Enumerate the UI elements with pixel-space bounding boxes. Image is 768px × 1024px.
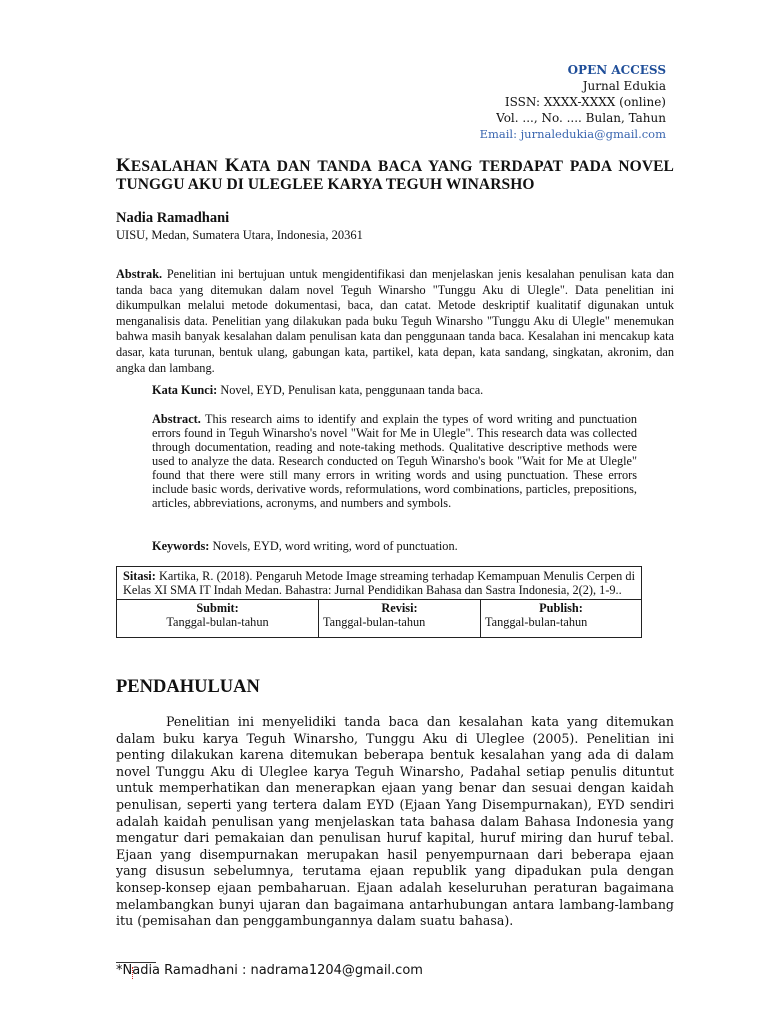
title-part-1: ESALAHAN	[130, 158, 225, 175]
abstract-text: This research aims to identify and explain the types of word writing and punctuation errors found in Teguh Winarsho's novel "Wait for Me in Ulegle". This research data was collected through documentation, reading and note-taking methods. Qualitative descriptive methods were used to analyze the data. Research conducted on Teguh Winarsho's book "Wait for Me at Ulegle" found that there were still many errors in writing words and using punctuation. These errors include basic words, derivative words, reformulations, word combinations, particles, prepositions, articles, abbreviations, acronyms, and numbers and symbols.	[152, 412, 637, 510]
citation-cell	[117, 567, 641, 600]
keywords-label: Keywords:	[152, 539, 210, 553]
journal-header	[480, 62, 666, 142]
kata-kunci-text: Novel, EYD, Penulisan kata, penggunaan tanda baca.	[217, 383, 484, 397]
intro-paragraph	[116, 714, 674, 930]
author-name: Nadia Ramadhani	[116, 210, 230, 226]
keywords	[152, 539, 458, 554]
kata-kunci	[152, 383, 483, 398]
revisi-cell	[319, 600, 481, 637]
keywords-text: Novels, EYD, word writing, word of punctuation.	[209, 539, 458, 553]
issn: ISSN: XXXX-XXXX (online)	[504, 95, 666, 109]
section-heading: PENDAHULUAN	[116, 677, 260, 697]
open-access-label: OPEN ACCESS	[567, 63, 666, 77]
submit-value: Tanggal-bulan-tahun	[166, 615, 269, 629]
journal-email: Email: jurnaledukia@gmail.com	[479, 127, 666, 141]
volume-info: Vol. ..., No. .... Bulan, Tahun	[496, 111, 666, 125]
title-initial-1: K	[116, 155, 131, 176]
publish-label: Publish:	[539, 601, 583, 615]
publish-value: Tanggal-bulan-tahun	[485, 615, 588, 629]
submit-label: Submit:	[196, 601, 239, 615]
abstract-label: Abstract.	[152, 412, 201, 426]
cursor-mark	[132, 967, 134, 979]
citation-label: Sitasi:	[123, 569, 156, 583]
revisi-value: Tanggal-bulan-tahun	[323, 615, 426, 629]
journal-name: Jurnal Edukia	[582, 79, 666, 93]
footnote: *Nadia Ramadhani : nadrama1204@gmail.com	[116, 963, 423, 978]
submit-cell	[117, 600, 319, 637]
abstrak-paragraph	[116, 267, 674, 376]
author-affiliation: UISU, Medan, Sumatera Utara, Indonesia, 20361	[116, 228, 363, 242]
citation-table	[116, 566, 642, 638]
abstract-english	[152, 412, 637, 510]
citation-text: Kartika, R. (2018). Pengaruh Metode Image streaming terhadap Kemampuan Menulis Cerpen di Kelas XI SMA IT Indah Medan. Bahastra: Jurnal Pendidikan Bahasa dan Sastra Indonesia, 2(2), 1-9..	[123, 569, 635, 597]
title-initial-2: K	[224, 155, 240, 176]
dates-row	[117, 600, 641, 637]
title-part-2: ATA DAN TANDA BACA YANG TERDAPAT PADA NOVEL TUNGGU AKU DI ULEGLEE KARYA TEGUH WINARSHO	[116, 158, 674, 193]
abstrak-label: Abstrak.	[116, 267, 163, 281]
revisi-label: Revisi:	[381, 601, 418, 615]
abstrak-text: Penelitian ini bertujuan untuk mengidentifikasi dan menjelaskan jenis kesalahan penulisan kata dan tanda baca yang ditemukan dalam novel Teguh Winarsho "Tunggu Aku di Ulegle". Data penelitian ini dikumpulkan melalui metode dokumentasi, baca, dan catat. Metode deskriptif kualitatif digunakan untuk menganalisis data. Penelitian yang dilakukan pada buku Teguh Winarsho "Tunggu Aku di Ulegle" menemukan bahwa masih banyak kesalahan dalam penulisan kata dan penggunaan tanda baca. Kesalahan ini mencakup kata dasar, kata turunan, bentuk ulang, gabungan kata, partikel, kata depan, kata sandang, singkatan, akronim, dan angka dan lambang.	[116, 267, 674, 375]
kata-kunci-label: Kata Kunci:	[152, 383, 218, 397]
publish-cell	[481, 600, 641, 637]
article-title	[116, 157, 674, 194]
intro-text: Penelitian ini menyelidiki tanda baca dan kesalahan kata yang ditemukan dalam buku karya Teguh Winarsho, Tunggu Aku di Uleglee (2005). Penelitian ini penting dilakukan karena ditemukan beberapa bentuk kesalahan yang ada di dalam novel Tunggu Aku di Uleglee karya Teguh Winarsho, Padahal setiap penulis dituntut untuk memperhatikan dan menerapkan ejaan yang benar dan sesuai dengan kaidah penulisan, seperti yang tertera dalam EYD (Ejaan Yang Disempurnakan), EYD sendiri adalah kaidah penulisan yang menjelaskan tata bahasa dalam Bahasa Indonesia yang mengatur dari pemakaian dan penulisan huruf kapital, huruf miring dan huruf tebal. Ejaan yang disempurnakan merupakan hasil penyempurnaan dari beberapa ejaan yang disusun sebelumnya, terutama ejaan republik yang dipadukan pula dengan konsep-konsep ejaan pembaharuan. Ejaan adalah keseluruhan peraturan bagaimana melambangkan bunyi ujaran dan bagaimana antarhubungan antara lambang-lambang itu (pemisahan dan penggambungannya dalam suatu bahasa).	[116, 714, 674, 929]
